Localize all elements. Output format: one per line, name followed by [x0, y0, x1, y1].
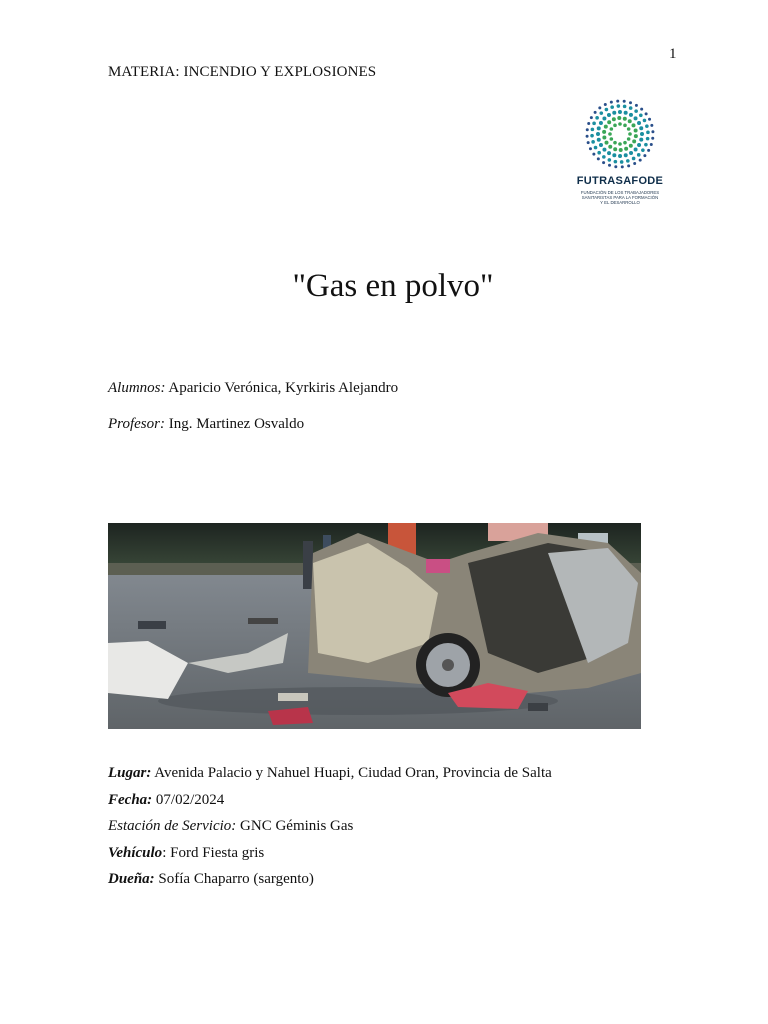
- logo-dot: [651, 137, 654, 140]
- professor-value: Ing. Martinez Osvaldo: [164, 416, 305, 432]
- station-value: GNC Géminis Gas: [236, 818, 354, 834]
- logo-dot: [623, 117, 627, 121]
- logo-dot: [608, 164, 611, 167]
- logo-dot: [639, 113, 643, 117]
- logo-dot: [602, 135, 606, 139]
- logo-dot: [591, 140, 595, 144]
- logo-dot: [627, 127, 631, 131]
- logo-dot: [634, 116, 638, 120]
- logo-dot: [645, 124, 649, 128]
- logo-dot: [618, 142, 622, 146]
- logo-dot: [587, 141, 590, 144]
- logo-dot: [623, 100, 626, 103]
- logo-dot: [635, 104, 638, 107]
- logo-dot: [613, 147, 617, 151]
- logo-dot: [592, 153, 595, 156]
- logo-dot: [608, 145, 612, 149]
- logo-dot: [618, 110, 622, 114]
- logo-dot: [634, 134, 638, 138]
- logo-dot: [624, 153, 628, 157]
- logo-dot: [604, 125, 608, 129]
- logo-dot: [613, 141, 617, 145]
- logo-dot: [597, 157, 600, 160]
- logo-dot: [619, 148, 623, 152]
- logo-dot: [612, 111, 616, 115]
- logo-dot: [590, 134, 594, 138]
- logo-dot: [605, 108, 609, 112]
- logo-dot: [610, 137, 614, 141]
- logo-dot: [637, 143, 641, 147]
- logo-dot: [604, 103, 607, 106]
- logo-dot: [586, 128, 589, 131]
- logo-dot: [612, 117, 616, 121]
- logo-dot: [641, 148, 645, 152]
- logo-dot: [643, 154, 646, 157]
- logo-dot: [650, 143, 653, 146]
- logo-dot: [631, 123, 635, 127]
- logo-dot: [594, 146, 598, 150]
- students-line: [108, 380, 398, 397]
- logo-dot: [614, 160, 618, 164]
- logo-dot: [646, 131, 650, 135]
- students-label: Alumnos:: [108, 380, 166, 396]
- logo-dot: [605, 141, 609, 145]
- logo-dot: [587, 122, 590, 125]
- owner-label: Dueña:: [108, 871, 155, 887]
- logo-tagline: FUNDACIÓN DE LOS TRABAJADORES SANITARISTAS PARA LA FORMACIÓN Y EL DESARROLLO: [580, 190, 660, 205]
- logo-dot: [610, 105, 614, 109]
- date-line: [108, 792, 224, 809]
- logo-dot: [610, 101, 613, 104]
- logo-dot: [617, 104, 621, 108]
- logo-dot: [608, 132, 612, 136]
- document-title: "Gas en polvo": [292, 268, 494, 304]
- logo-dot: [618, 122, 622, 126]
- logo-dot: [639, 159, 642, 162]
- logo-dot: [591, 128, 595, 132]
- logo-dot: [648, 118, 651, 121]
- logo-dot: [640, 108, 643, 111]
- logo-dot: [599, 121, 603, 125]
- logo-dot: [640, 132, 644, 136]
- logo-dot: [610, 127, 614, 131]
- logo-dot: [607, 151, 611, 155]
- logo-dot: [589, 147, 592, 150]
- logo-dot: [599, 111, 603, 115]
- logo-dot: [597, 151, 601, 155]
- vehicle-value: : Ford Fiesta gris: [162, 845, 265, 861]
- logo-dot: [595, 116, 599, 120]
- logo-dot: [644, 143, 648, 147]
- logo-dot: [629, 113, 633, 117]
- professor-label: Profesor:: [108, 416, 165, 432]
- place-line: [108, 765, 552, 782]
- logo-dot: [645, 112, 648, 115]
- logo-dot: [623, 105, 627, 109]
- owner-line: [108, 871, 314, 888]
- logo-dot: [634, 129, 638, 133]
- logo-dot: [594, 111, 597, 114]
- logo-dot: [621, 165, 624, 168]
- logo-dot: [639, 126, 643, 130]
- logo-dot: [627, 137, 631, 141]
- logo-dot: [602, 155, 606, 159]
- logo-dot: [651, 130, 654, 133]
- logo-dot: [632, 157, 636, 161]
- logo-dot: [633, 162, 636, 165]
- logo-dot: [629, 106, 633, 110]
- logo-dot: [632, 139, 636, 143]
- logo-dot: [596, 132, 600, 136]
- logo-dot: [627, 164, 630, 167]
- students-value: Aparicio Verónica, Kyrkiris Alejandro: [165, 380, 399, 396]
- logo-dot: [612, 153, 616, 157]
- logo-dot: [626, 159, 630, 163]
- logo-name: FUTRASAFODE: [576, 175, 664, 187]
- logo-dot: [618, 154, 622, 158]
- logo-dot: [637, 121, 641, 125]
- logo-dot: [629, 101, 632, 104]
- logo-dot: [650, 124, 653, 127]
- logo-dot: [617, 116, 621, 120]
- logo-dot: [592, 122, 596, 126]
- vehicle-line: [108, 845, 264, 862]
- logo-dot: [602, 148, 606, 152]
- logo-dot: [607, 120, 611, 124]
- logo-dot: [608, 158, 612, 162]
- wrecked-car-photo: [108, 523, 641, 729]
- logo-dot: [602, 116, 606, 120]
- owner-value: Sofía Chaparro (sargento): [154, 871, 314, 887]
- logo-dot: [597, 138, 601, 142]
- logo-dot: [586, 135, 589, 138]
- logo-dot: [602, 161, 605, 164]
- logo-dot: [629, 144, 633, 148]
- logo-dot: [616, 100, 619, 103]
- logo-dot: [634, 109, 638, 113]
- logo-dot: [590, 116, 593, 119]
- futrasafode-logo: [568, 98, 672, 208]
- professor-line: [108, 416, 304, 433]
- logo-dot: [599, 143, 603, 147]
- logo-dot: [624, 111, 628, 115]
- logo-dot: [634, 148, 638, 152]
- logo-dot: [643, 119, 647, 123]
- logo-dot: [629, 151, 633, 155]
- logo-dot: [639, 138, 643, 142]
- date-value: 07/02/2024: [152, 792, 225, 808]
- place-value: Avenida Palacio y Nahuel Huapi, Ciudad Oran, Provincia de Salta: [151, 765, 552, 781]
- logo-dot: [620, 160, 624, 164]
- date-label: Fecha:: [108, 792, 153, 808]
- page-number: 1: [669, 46, 677, 62]
- logo-dot: [598, 106, 601, 109]
- logo-dot: [614, 165, 617, 168]
- vehicle-label: Vehículo: [108, 845, 163, 861]
- logo-dot: [607, 113, 611, 117]
- logo-dot: [623, 124, 627, 128]
- station-label: Estación de Servicio:: [108, 818, 237, 834]
- logo-dot: [602, 130, 606, 134]
- logo-dot: [637, 153, 641, 157]
- logo-dot: [647, 149, 650, 152]
- logo-dot: [628, 132, 632, 136]
- logo-dot: [628, 119, 632, 123]
- logo-dot: [613, 124, 617, 128]
- logo-dot: [646, 137, 650, 141]
- logo-starburst-icon: [568, 98, 672, 174]
- subject-header: MATERIA: INCENDIO Y EXPLOSIONES: [108, 64, 377, 80]
- place-label: Lugar:: [108, 765, 152, 781]
- logo-dot: [623, 141, 627, 145]
- station-line: [108, 818, 353, 835]
- logo-dot: [597, 126, 601, 130]
- logo-dot: [624, 147, 628, 151]
